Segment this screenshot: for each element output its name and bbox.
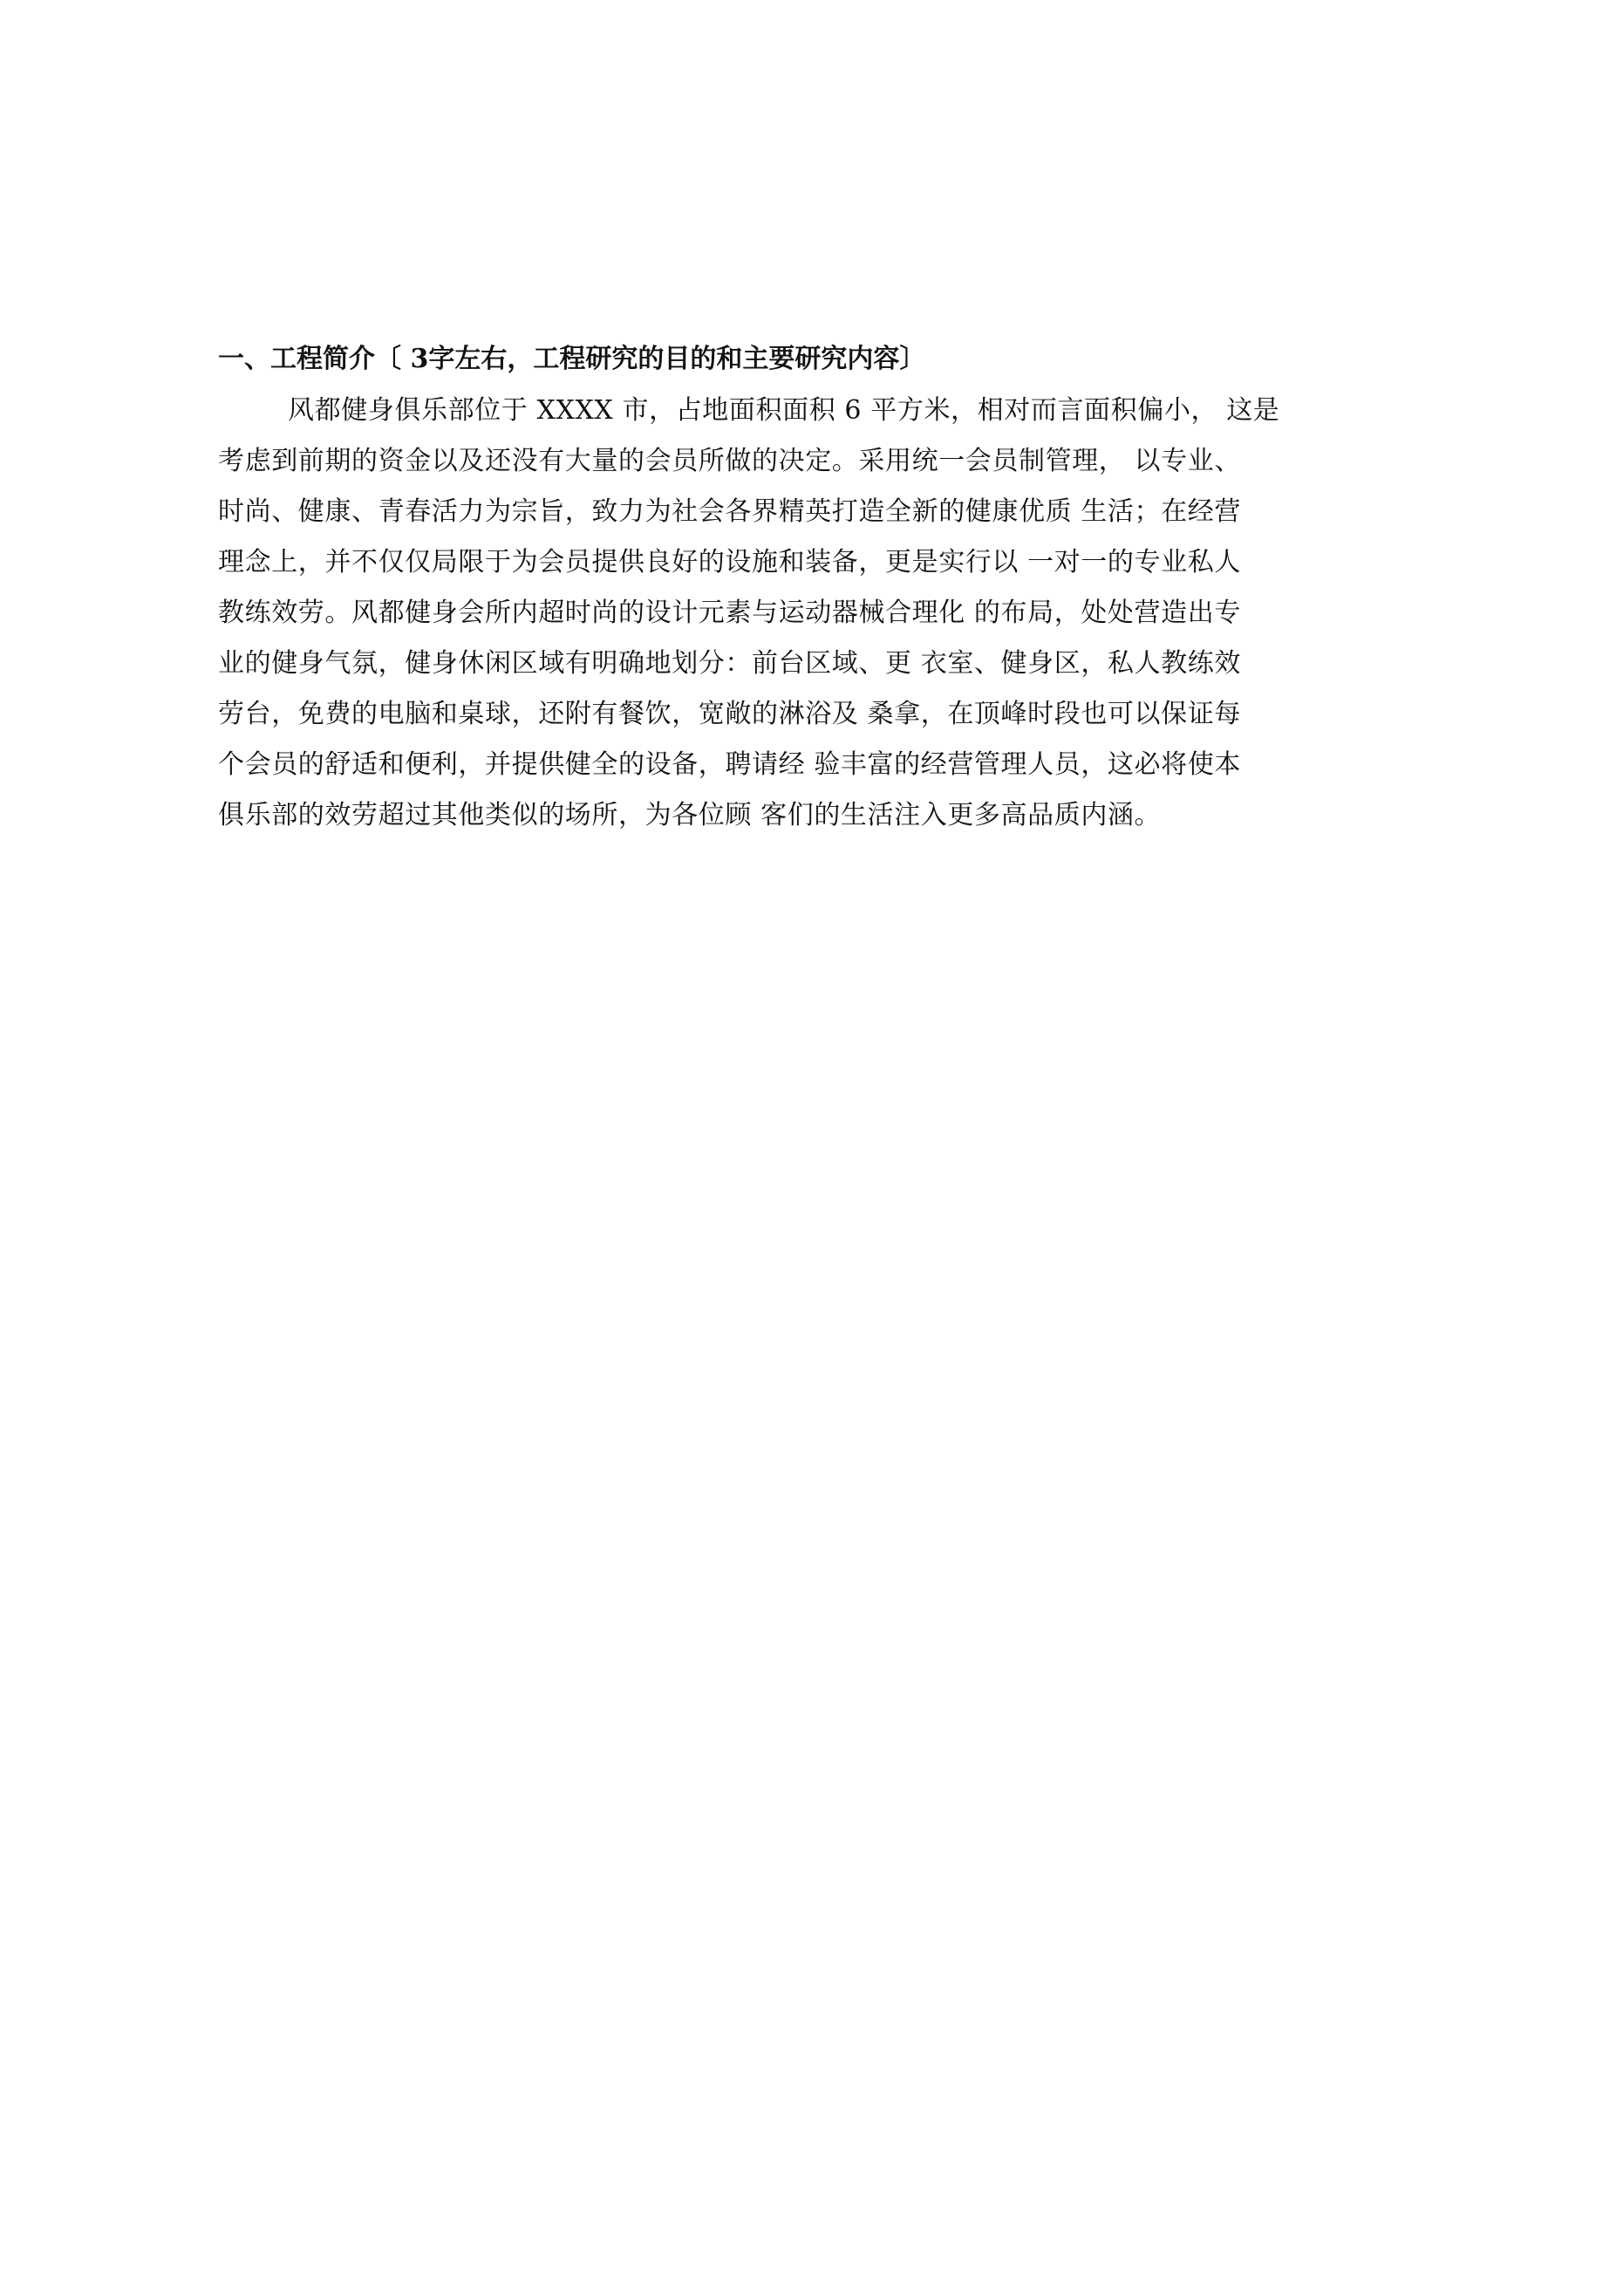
paragraph-line: 业的健身气氛，健身休闲区域有明确地划分：前台区域、更 衣室、健身区，私人教练效 [218,648,1241,679]
intro-paragraph [218,386,1430,841]
section-heading: 一、工程简介〔 3字左右，工程研究的目的和主要研究内容〕 [218,344,926,374]
paragraph-line: 时尚、健康、青春活力为宗旨，致力为社会各界精英打造全新的健康优质 生活；在经营 [218,496,1241,527]
paragraph-line: 理念上，并不仅仅局限于为会员提供良好的设施和装备，更是实行以 一对一的专业私人 [218,547,1241,577]
paragraph-line: 劳台，免费的电脑和桌球，还附有餐饮，宽敞的淋浴及 桑拿，在顶峰时段也可以保证每 [218,699,1241,729]
paragraph-line: 个会员的舒适和便利，并提供健全的设备，聘请经 验丰富的经营管理人员，这必将使本 [218,749,1241,780]
paragraph-line: 考虑到前期的资金以及还没有大量的会员所做的决定。采用统一会员制管理， 以专业、 [218,446,1241,476]
paragraph-line: 俱乐部的效劳超过其他类似的场所，为各位顾 客们的生活注入更多高品质内涵。 [218,800,1162,830]
paragraph-line: 风都健身俱乐部位于 XXXX 市，占地面积面积 6 平方米，相对而言面积偏小， 这是 [288,395,1280,426]
document-body [218,333,1430,841]
paragraph-line: 教练效劳。风都健身会所内超时尚的设计元素与运动器械合理化 的布局，处处营造出专 [218,598,1241,628]
